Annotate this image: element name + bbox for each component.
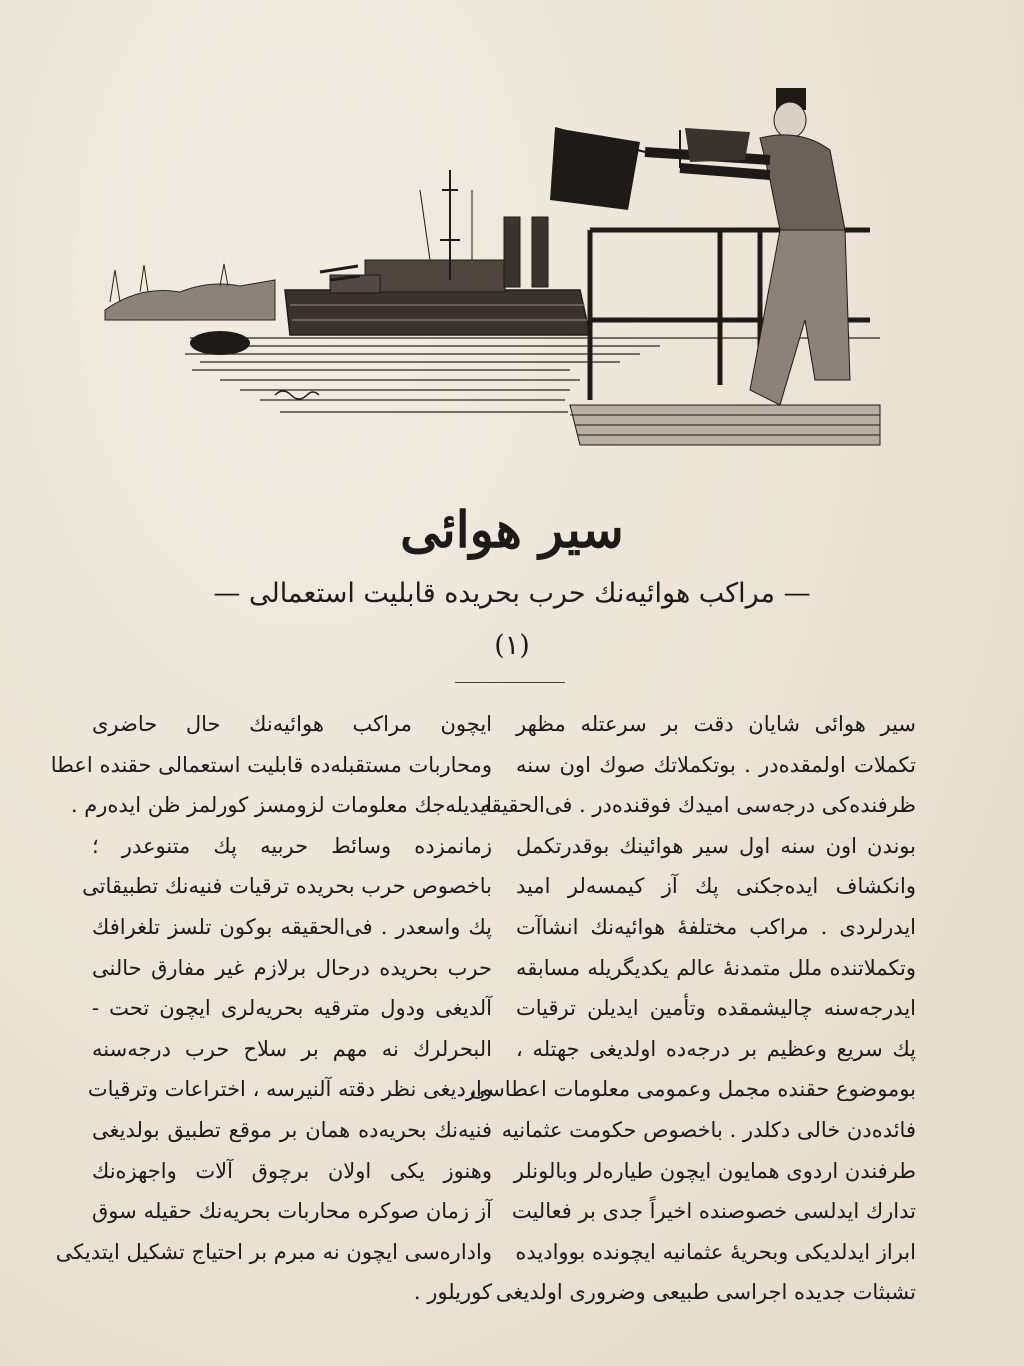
text-line: آلدیغی ودول مترقیه بحریه‌لری ایچون تحت - [92, 996, 492, 1021]
text-line: واردیغی نظر دقته آلنیرسه ، اختراعات وترقیات [87, 1077, 492, 1102]
text-line: وهنوز یکی اولان برچوق آلات واجهزه‌نك [92, 1158, 492, 1183]
section-divider [455, 682, 565, 683]
text-line: کوریلور . [413, 1280, 492, 1305]
text-line: سیر هوائی شایان دقت بر سرعتله مظهر [516, 712, 916, 736]
text-line: تدارك ایدلسی خصوصنده اخیراً جدی بر فعالیت [511, 1199, 916, 1224]
text-line: ایدرلردی . مراکب مختلفهٔ هوائیه‌نك انشاآت [516, 914, 916, 939]
text-line: تشبثات جدیده اجراسی طبیعی وضروری اولدیغی [495, 1280, 916, 1305]
text-line: واداره‌سی ایچون نه مبرم بر احتیاج تشکیل ایتدیکی [55, 1239, 492, 1264]
text-line: ظرفنده‌کی درجه‌سی امیدك فوقنده‌در . فی‌الحقیقه [480, 793, 916, 818]
artist-signature [275, 391, 319, 399]
signalman-battleship-illustration [100, 80, 880, 450]
text-line: ایدرجه‌سنه چالیشمقده وتأمین ایدیلن ترقیات [516, 996, 916, 1021]
text-column-left [50, 704, 492, 1313]
part-number: (۱) [494, 630, 530, 661]
text-line: فنیه‌نك بحریه‌ده همان بر موقع تطبیق بولدیغی [92, 1117, 492, 1142]
text-line: آز زمان صوکره محاربات بحریه‌نك حقیله سوق [92, 1199, 492, 1224]
text-line: وانکشاف ایده‌جکنی پك آز کیمسه‌لر امید [516, 874, 916, 899]
text-line: ایدیله‌جك معلومات لزومسز کورلمز ظن ایده‌رم . [70, 793, 492, 818]
text-line: پك سریع وعظیم بر درجه‌ده اولدیغی جهتله ، [516, 1036, 916, 1061]
battleship [285, 170, 590, 335]
text-line: فائده‌دن خالی دکلدر . باخصوص حکومت عثمانیه [501, 1117, 916, 1142]
text-line: باخصوص حرب بحریده ترقیات فنیه‌نك تطبیقاتی [82, 874, 492, 899]
text-line: ابراز ایدلدیکی وبحریهٔ عثمانیه ایچونده بووادیده [515, 1239, 916, 1264]
article-subtitle: — مراکب هوائیه‌نك حرب بحریده قابلیت استعمالی — [213, 578, 811, 609]
text-line: حرب بحریده درحال برلازم غیر مفارق حالنی [92, 955, 492, 980]
text-line: وتکملاتنده ملل متمدنهٔ عالم یکدیگریله مسابقه [516, 955, 916, 980]
text-line: البحرلرك نه مهم بر سلاح حرب درجه‌سنه [92, 1036, 492, 1061]
buoy-icon [190, 331, 250, 355]
text-line: ومحاربات مستقبله‌ده قابلیت استعمالی حقنده اعطا [50, 752, 492, 777]
text-column-right [469, 704, 916, 1313]
text-line: طرفندن اردوی همایون ایچون طیاره‌لر وبالونلر [513, 1158, 916, 1183]
text-line: ایچون مراکب هوائیه‌نك حال حاضری [92, 712, 492, 736]
text-line: زمانمزده وسائط حربیه پك متنوعدر ؛ [92, 833, 492, 858]
article-title: سیر هوائی [400, 500, 624, 559]
text-line: بوندن اون سنه اول سیر هوائینك بوقدرتکمل [516, 833, 916, 858]
distant-shore [105, 264, 275, 320]
text-line: پك واسعدر . فی‌الحقیقه بوکون تلسز تلغرافك [92, 914, 492, 939]
text-line: تکملات اولمقده‌در . بوتکملاتك صوك اون سنه [516, 752, 916, 777]
text-line: بوموضوع حقنده مجمل وعمومی معلومات اعطاسی [469, 1077, 916, 1102]
